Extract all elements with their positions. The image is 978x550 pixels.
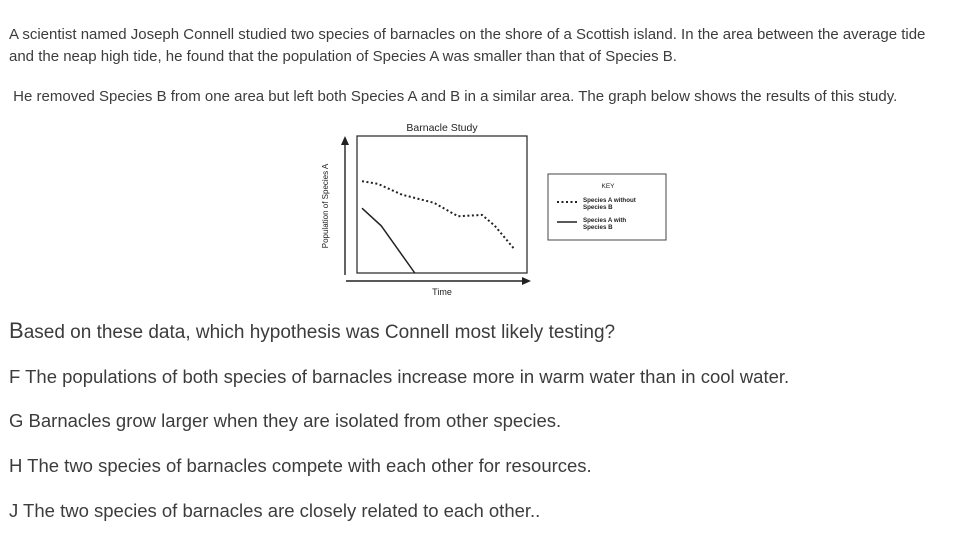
question-rest: ased on these data, which hypothesis was Connell most likely testing? xyxy=(23,322,616,343)
legend-entry-with: Species A with Species B xyxy=(583,217,627,231)
option-j[interactable]: J The two species of barnacles are closely related to each other.. xyxy=(9,500,541,521)
intro-paragraph-1: A scientist named Joseph Connell studied two species of barnacles on the shore of a Scottish island. In the area between the average tide and the neap high tide, he found that the population of Species A was smaller than that of Species B. xyxy=(9,26,926,65)
series-line-with-b xyxy=(362,208,415,273)
legend-entry-without: Species A without Species B xyxy=(583,197,636,211)
option-h[interactable]: H The two species of barnacles compete with each other for resources. xyxy=(9,455,592,476)
question-text xyxy=(9,318,615,344)
option-g[interactable]: G Barnacles grow larger when they are isolated from other species. xyxy=(9,410,562,431)
legend-title: KEY xyxy=(601,183,615,190)
legend-box xyxy=(548,174,666,240)
x-axis-label: Time xyxy=(432,287,452,297)
y-axis-label: Population of Species A xyxy=(321,163,330,249)
x-axis-arrow xyxy=(522,277,531,285)
plot-frame xyxy=(357,136,527,273)
intro-paragraph-2: He removed Species B from one area but left both Species A and B in a similar area. The graph below shows the results of this study. xyxy=(9,88,898,105)
option-f[interactable]: F The populations of both species of barnacles increase more in warm water than in cool water. xyxy=(9,366,790,387)
series-layer xyxy=(362,181,514,273)
y-axis-arrow xyxy=(341,136,349,145)
chart-title: Barnacle Study xyxy=(406,122,478,134)
series-line-without-b xyxy=(362,181,514,249)
question-first-letter: B xyxy=(9,318,24,343)
